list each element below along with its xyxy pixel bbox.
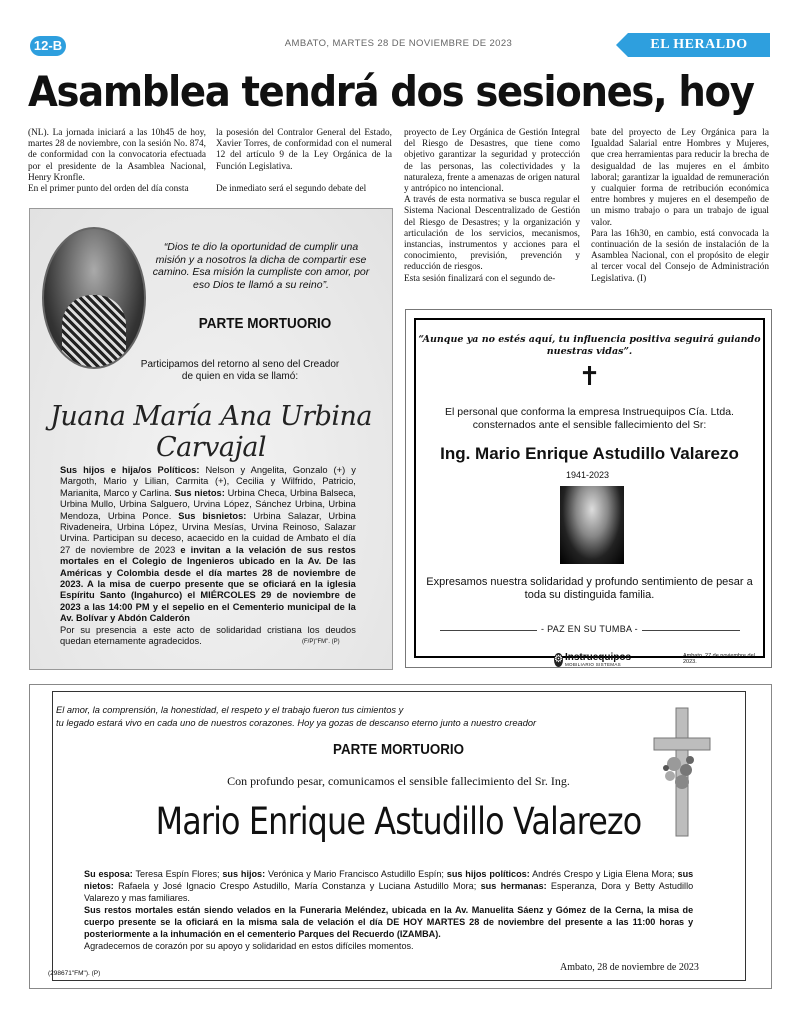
article-headline: Asamblea tendrá dos sesiones, hoy xyxy=(28,67,754,116)
deceased-name: Juana María Ana Urbina Carvajal xyxy=(50,401,372,463)
text: Urbina Salazar, Urbina Rivadeneira, Urbina López, Urvina Mesías, Urvina Reinoso, Salazar Urvina. Participan su deceso, acaecido en la cuidad de Ambato el día 27 de noviembre de 2023 xyxy=(60,510,356,556)
page-header xyxy=(0,0,797,60)
article-column-1 xyxy=(28,128,206,195)
paragraph: De inmediato será el segundo debate del xyxy=(216,183,367,194)
text: Urbina Checa, Urbina Balseca, Urbina Mullo, Urbina Salguero, Urvina López, Sánchez Urbina, Urbina Mendoza, Urbina Ponce. xyxy=(60,487,356,522)
newspaper-brand[interactable]: EL HERALDO xyxy=(628,33,770,57)
quote-line: tu legado estará vivo en cada uno de nuestros corazones. Hoy ya gozas de descanso eterno junto a nuestro creador xyxy=(56,717,537,728)
deceased-name: Mario Enrique Astudillo Valarezo xyxy=(155,800,642,843)
text: Rafaela y José Ignacio Crespo Astudillo, María Constanza y Luciana Astudillo Mora; xyxy=(113,880,481,891)
paragraph: (NL). La jornada iniciará a las 10h45 de hoy, martes 28 de noviembre, con la sesión No. 874, de conformidad con la convocatoria efectuada por el presidente de la Asamblea Nacional, Henry Kronfle. xyxy=(28,128,206,183)
paragraph: En el primer punto del orden del día consta xyxy=(28,184,189,195)
obituary-quote: “Dios te dio la oportunidad de cumplir una misión y a nosotros la dicha de compartir ese camino. Esa misión la cumpliste con amor, por eso Dios te llamó a su reino”. xyxy=(152,241,370,291)
place-date: Ambato, 28 de noviembre de 2023 xyxy=(560,962,699,973)
paragraph: bate del proyecto de Ley Orgánica para la Igualdad Salarial entre Hombres y Mujeres, que crea herramientas para reducir la brecha de desigualdad de las mujeres en el ámbito laboral; garantizar la igualdad de remuneración y cualquier forma de retribución económica entre hombres y mujeres en el desempeño de un mismo trabajo o para un trabajo de igual valor. xyxy=(591,128,769,228)
label: sus hijos: xyxy=(222,868,266,879)
obituary-intro: El personal que conforma la empresa Instruequipos Cía. Ltda. consternados ante el sensible fallecimiento del Sr: xyxy=(445,406,734,431)
article-column-2 xyxy=(216,128,392,195)
text: Por su presencia a este acto de solidaridad cristiana los deudos quedan eternamente agradecidos. xyxy=(60,624,356,648)
text: Agradecemos de corazón por su apoyo y solidaridad en estos difíciles momentos. xyxy=(84,940,414,951)
ad-code: (298671"FM"). (P) xyxy=(48,970,101,977)
obituary-body xyxy=(84,868,693,952)
paragraph: proyecto de Ley Orgánica de Gestión Integral del Riesgo de Desastres, que tiene como objetivo garantizar la seguridad y protección de las personas, las colectividades y la naturaleza, frente a amenazas de origen natural y antrópico no intencional. xyxy=(404,128,580,195)
obituary-title: PARTE MORTUORIO xyxy=(198,315,332,332)
label: e invitan a la velación de sus restos mortales en el Colegio de Ingenieros ubicado en la Av. De las Américas y Colombia desde el día martes 28 de noviembre de 2023. A la misa de cuerpo presente que se oficiará en la iglesia Espíritu Santo (Ingahurco) el MIÉRCOLES 29 de noviembre de 2023 a las 14:00 PM y el sepelio en el Cementerio municipal de la Av. Bolívar y Abdón Calderón xyxy=(60,544,356,625)
logo-subtext: MOBILIARIO SISTEMAS xyxy=(564,662,621,667)
obituary-quote: “Aunque ya no estés aquí, tu influencia positiva seguirá guiando nuestras vidas”. xyxy=(418,334,761,357)
paragraph: Para las 16h30, en cambio, está convocada la continuación de la sesión de instalación de la Asamblea Nacional, con el propósito de elegir al tercer vocal del Consejo de Administración Legislativa. (I) xyxy=(591,228,769,284)
obituary-intro: Con profundo pesar, comunicamos el sensible fallecimiento del Sr. Ing. xyxy=(227,774,570,788)
life-years: 1941-2023 xyxy=(566,470,610,480)
place-date: Ambato, 27 de noviembre del 2023. xyxy=(683,653,755,665)
ad-frame xyxy=(414,318,765,667)
paragraph: A través de esta normativa se busca regular el Sistema Nacional Descentralizado de Gestión del Riesgo de Desastres; y la organización y articulación de los servicios, mecanismos, instancias, instrumentos y acciones para el conocimiento, previsión, prevención y reducción de riesgos. xyxy=(404,195,580,273)
article-column-3 xyxy=(404,128,580,285)
label: sus hijos políticos: xyxy=(446,868,530,879)
quote-line: El amor, la comprensión, la honestidad, el respeto y el trabajo fueron tus cimientos y xyxy=(56,705,404,715)
label: Su esposa: xyxy=(84,868,133,879)
logo-text: Instruequipos xyxy=(564,652,632,663)
company-logo xyxy=(554,650,632,670)
obituary-quote xyxy=(56,704,576,729)
paragraph: la posesión del Contralor General del Estado, Xavier Torres, de conformidad con el numeral 12 del artículo 9 de la Ley Orgánica de la Función Legislativa. xyxy=(216,128,392,172)
ad-code: (F/P)"FM". (P) xyxy=(302,639,340,645)
deceased-photo xyxy=(560,486,624,564)
obituary-title: PARTE MORTUORIO xyxy=(333,742,464,758)
rest-in-peace xyxy=(416,624,763,634)
label: Sus hijos e hija/os Políticos: xyxy=(60,465,200,476)
article-column-4 xyxy=(591,128,769,285)
text: Nelson y Angelita, Gonzalo (+) y Margoth, Mario y Lilian, Carmita (+), Cecilia y Wilfrido, Patricio, Marianita, Marco y Carlina. xyxy=(60,465,356,499)
obituary-intro: Participamos del retorno al seno del Creador de quien en vida se llamó: xyxy=(140,359,340,382)
text: Verónica y Mario Francisco Astudillo Espín; xyxy=(265,868,447,879)
paragraph: Esta sesión finalizará con el segundo de- xyxy=(404,273,556,284)
text: Teresa Espín Flores; xyxy=(132,868,223,879)
dateline: AMBATO, MARTES 28 DE NOVIEMBRE DE 2023 xyxy=(284,38,513,49)
page-number-badge: 12-B xyxy=(30,36,66,56)
rest-in-peace-text: - PAZ EN SU TUMBA - xyxy=(537,624,642,634)
gear-icon: ⚙ xyxy=(554,654,563,665)
label: sus nietos: xyxy=(84,868,694,891)
label: Sus nietos: xyxy=(174,487,225,499)
obituary-ad-urbina xyxy=(29,208,393,670)
label: Sus bisnietos: xyxy=(178,510,247,522)
obituary-body xyxy=(60,465,356,648)
cross-icon: ✝ xyxy=(578,362,601,391)
deceased-name: Ing. Mario Enrique Astudillo Valarezo xyxy=(440,444,739,463)
text: Andrés Crespo y Ligia Elena Mora; xyxy=(529,868,678,879)
condolence-text: Expresamos nuestra solidaridad y profundo sentimiento de pesar a toda su distinguida familia. xyxy=(426,576,753,601)
deceased-photo xyxy=(42,227,146,369)
label: sus hermanas: xyxy=(480,880,547,891)
obituary-ad-instruequipos xyxy=(405,309,772,668)
label: Sus restos mortales están siendo velados en la Funeraria Meléndez, ubicada en la Av. Manuelita Sáenz y Gómez de la Cerna, la misa de cuerpo presente se la oficiará en la misma sala de velación el día DE HOY MARTES 28 de noviembre del presente a las 11:00 horas y posteriormente a la inhumación en el cementerio Parques del Recuerdo (IZAMBA). xyxy=(84,904,694,939)
text: Esperanza, Dora y Betty Astudillo Valarezo y mas familiares. xyxy=(84,880,694,903)
